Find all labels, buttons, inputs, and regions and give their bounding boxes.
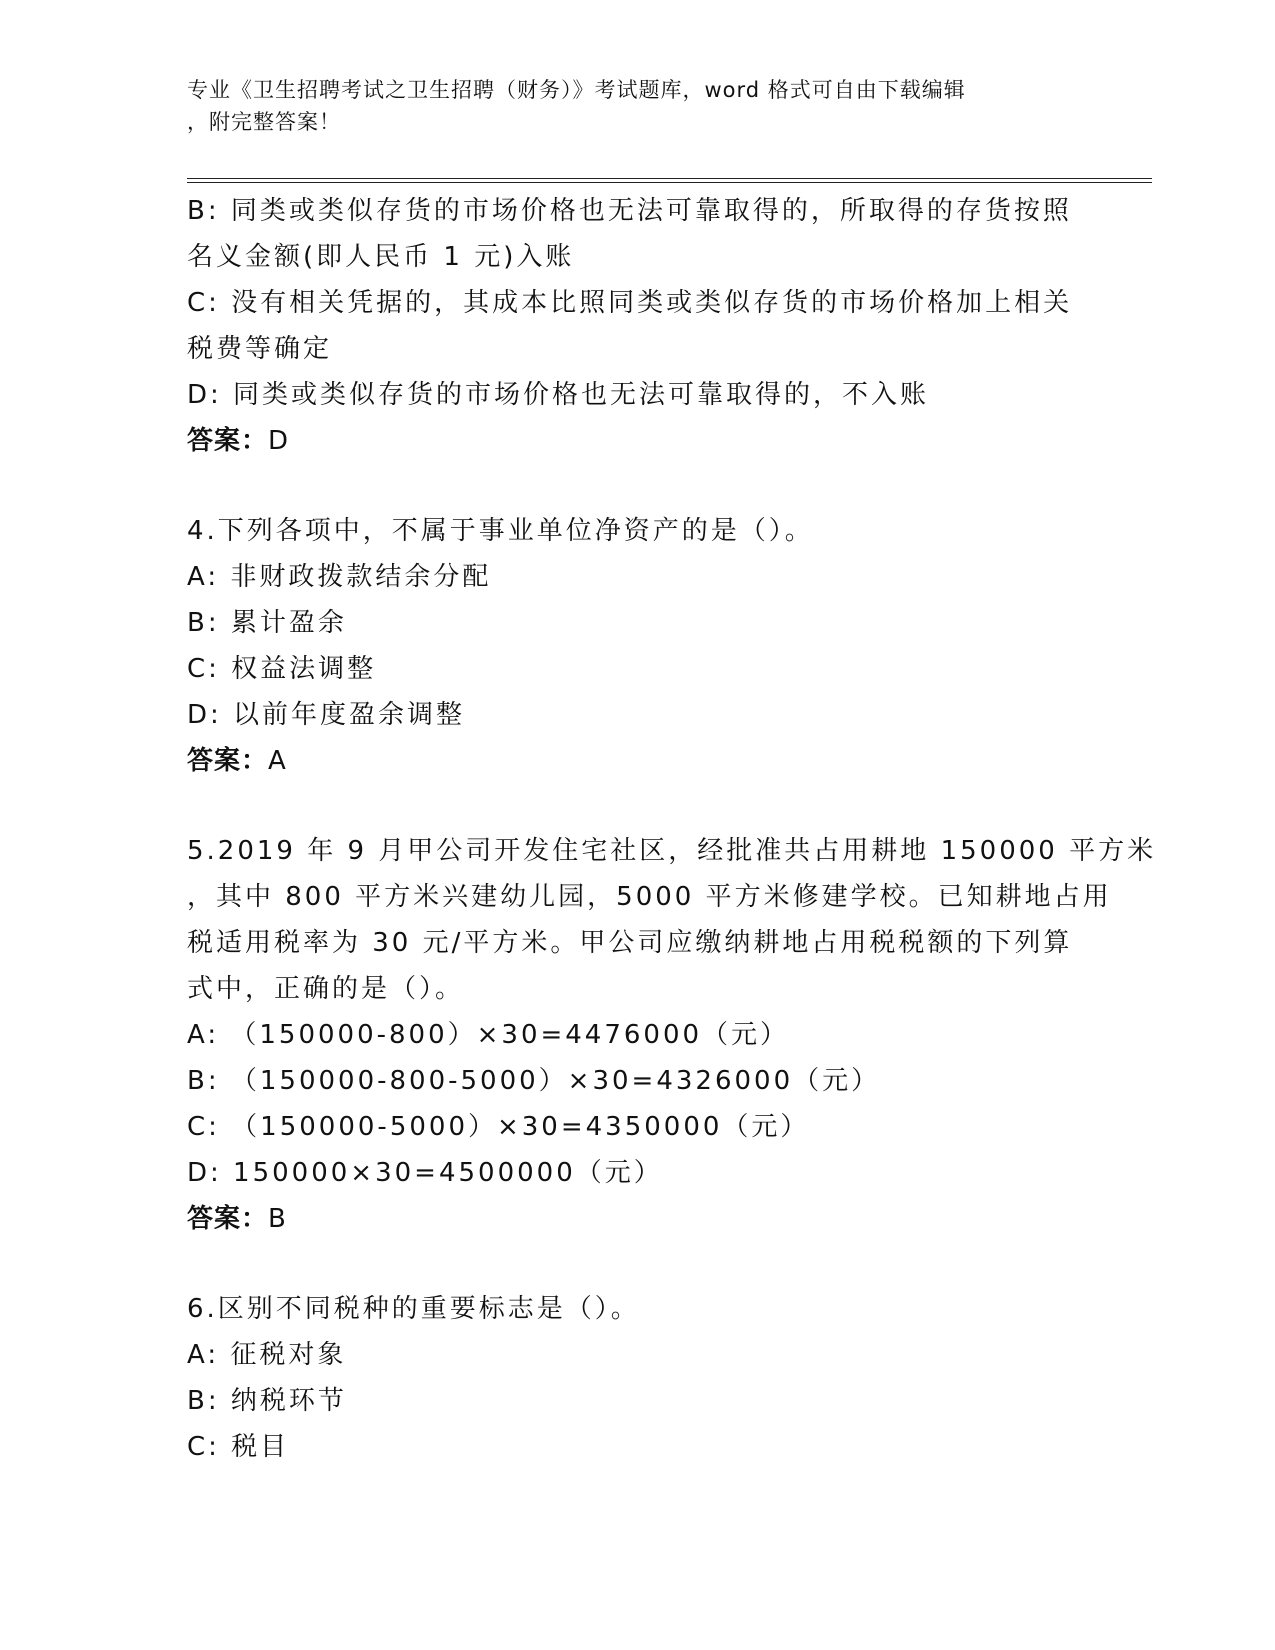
question-5 [187, 828, 1157, 1242]
option-c-line-1: C: 没有相关凭据的，其成本比照同类或类似存货的市场价格加上相关 [187, 288, 1073, 318]
answer-line [187, 418, 1087, 464]
question-stem-line-4: 式中，正确的是（）。 [187, 974, 465, 1004]
question-stem: 6.区别不同税种的重要标志是（）。 [187, 1294, 640, 1324]
answer-line [187, 738, 1087, 784]
option-c: C: 税目 [187, 1432, 290, 1462]
option-b: B: 纳税环节 [187, 1386, 347, 1416]
option-b: B: 累计盈余 [187, 608, 347, 638]
question-stem: 4.下列各项中，不属于事业单位净资产的是（）。 [187, 516, 814, 546]
document-header: 专业《卫生招聘考试之卫生招聘（财务）》考试题库，word 格式可自由下载编辑 ，附完整答案！ [187, 78, 966, 134]
option-a: A: 非财政拨款结余分配 [187, 562, 492, 592]
question-6 [187, 1286, 1087, 1470]
question-gap [187, 464, 1087, 508]
question-gap [187, 1242, 1087, 1286]
question-gap [187, 784, 1087, 828]
option-d: D: 以前年度盈余调整 [187, 700, 466, 730]
option-c: C: 权益法调整 [187, 654, 377, 684]
header-divider-top [187, 178, 1152, 179]
answer-value: A [268, 746, 289, 776]
option-a: A: 征税对象 [187, 1340, 347, 1370]
option-c-line-2: 税费等确定 [187, 334, 333, 364]
option-a: A: （150000-800）×30=4476000（元） [187, 1020, 790, 1050]
header-divider-bottom [187, 182, 1152, 183]
answer-value: B [268, 1204, 289, 1234]
option-d: D: 150000×30=4500000（元） [187, 1158, 663, 1188]
question-content [187, 188, 1157, 1470]
question-3-continuation [187, 188, 1087, 464]
answer-line [187, 1196, 1087, 1242]
option-c: C: （150000-5000）×30=4350000（元） [187, 1112, 810, 1142]
answer-value: D [268, 426, 292, 456]
option-b-line-1: B: 同类或类似存货的市场价格也无法可靠取得的，所取得的存货按照 [187, 196, 1072, 226]
question-4 [187, 508, 1087, 784]
answer-label: 答案： [187, 426, 269, 456]
question-stem-line-2: ，其中 800 平方米兴建幼儿园，5000 平方米修建学校。已知耕地占用 [187, 882, 1112, 912]
option-b-line-2: 名义金额(即人民币 1 元)入账 [187, 242, 575, 272]
answer-label: 答案： [187, 746, 269, 776]
answer-label: 答案： [187, 1204, 269, 1234]
question-stem-line-3: 税适用税率为 30 元/平方米。甲公司应缴纳耕地占用税税额的下列算 [187, 928, 1073, 958]
question-stem-line-1: 5.2019 年 9 月甲公司开发住宅社区，经批准共占用耕地 150000 平方米 [187, 836, 1157, 866]
option-d: D: 同类或类似存货的市场价格也无法可靠取得的，不入账 [187, 380, 930, 410]
option-b: B: （150000-800-5000）×30=4326000（元） [187, 1066, 881, 1096]
